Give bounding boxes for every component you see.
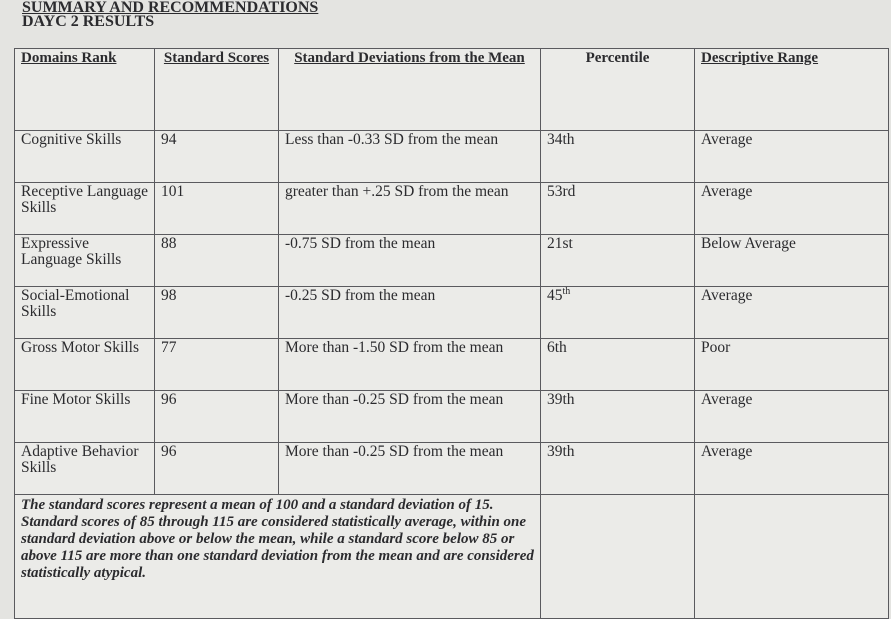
score-cell: 96: [155, 391, 279, 443]
note-empty-cell: [541, 495, 695, 619]
sd-cell: Less than -0.33 SD from the mean: [279, 131, 541, 183]
domain-cell: Expressive Language Skills: [15, 235, 155, 287]
table-row: [15, 287, 889, 339]
domain-cell: Fine Motor Skills: [15, 391, 155, 443]
score-cell: 98: [155, 287, 279, 339]
sd-cell: More than -0.25 SD from the mean: [279, 391, 541, 443]
sd-cell: -0.25 SD from the mean: [279, 287, 541, 339]
table-row: [15, 339, 889, 391]
header-descriptive-range: Descriptive Range: [695, 49, 889, 131]
table-row: [15, 235, 889, 287]
domain-cell: Cognitive Skills: [15, 131, 155, 183]
header-row: [15, 49, 889, 131]
header-percentile: Percentile: [541, 49, 695, 131]
range-cell: Average: [695, 183, 889, 235]
percentile-cell: 34th: [541, 131, 695, 183]
percentile-cell: 45th: [541, 287, 695, 339]
range-cell: Average: [695, 131, 889, 183]
domain-cell: Receptive Language Skills: [15, 183, 155, 235]
page-title: SUMMARY AND RECOMMENDATIONS: [22, 0, 319, 16]
table-row: [15, 183, 889, 235]
percentile-cell: 53rd: [541, 183, 695, 235]
domain-cell: Social-Emotional Skills: [15, 287, 155, 339]
range-cell: Average: [695, 391, 889, 443]
sd-cell: -0.75 SD from the mean: [279, 235, 541, 287]
range-cell: Poor: [695, 339, 889, 391]
range-cell: Average: [695, 287, 889, 339]
domain-cell: Gross Motor Skills: [15, 339, 155, 391]
range-cell: Below Average: [695, 235, 889, 287]
percentile-suffix: th: [562, 285, 571, 297]
note-empty-cell: [695, 495, 889, 619]
score-cell: 96: [155, 443, 279, 495]
percentile-cell: 6th: [541, 339, 695, 391]
sd-cell: More than -1.50 SD from the mean: [279, 339, 541, 391]
range-cell: Average: [695, 443, 889, 495]
header-standard-deviations: Standard Deviations from the Mean: [279, 49, 541, 131]
score-cell: 94: [155, 131, 279, 183]
sd-cell: greater than +.25 SD from the mean: [279, 183, 541, 235]
score-cell: 101: [155, 183, 279, 235]
domain-cell: Adaptive Behavior Skills: [15, 443, 155, 495]
percentile-cell: 39th: [541, 443, 695, 495]
score-cell: 77: [155, 339, 279, 391]
results-table: [14, 48, 889, 619]
table-row: [15, 443, 889, 495]
header-domains-rank: Domains Rank: [15, 49, 155, 131]
table-row: [15, 131, 889, 183]
table-row: [15, 391, 889, 443]
scoring-note: The standard scores represent a mean of 100 and a standard deviation of 15. Standard scores of 85 through 115 are considered statistically average, within one standard deviation above or below the mean, while a standard score below 85 or above 115 are more than one standard deviation from the mean and are considered statistically atypical.: [15, 495, 541, 619]
score-cell: 88: [155, 235, 279, 287]
note-row: [15, 495, 889, 619]
percentile-cell: 39th: [541, 391, 695, 443]
percentile-cell: 21st: [541, 235, 695, 287]
page-subtitle: DAYC 2 RESULTS: [22, 13, 155, 30]
header-standard-scores: Standard Scores: [155, 49, 279, 131]
sd-cell: More than -0.25 SD from the mean: [279, 443, 541, 495]
